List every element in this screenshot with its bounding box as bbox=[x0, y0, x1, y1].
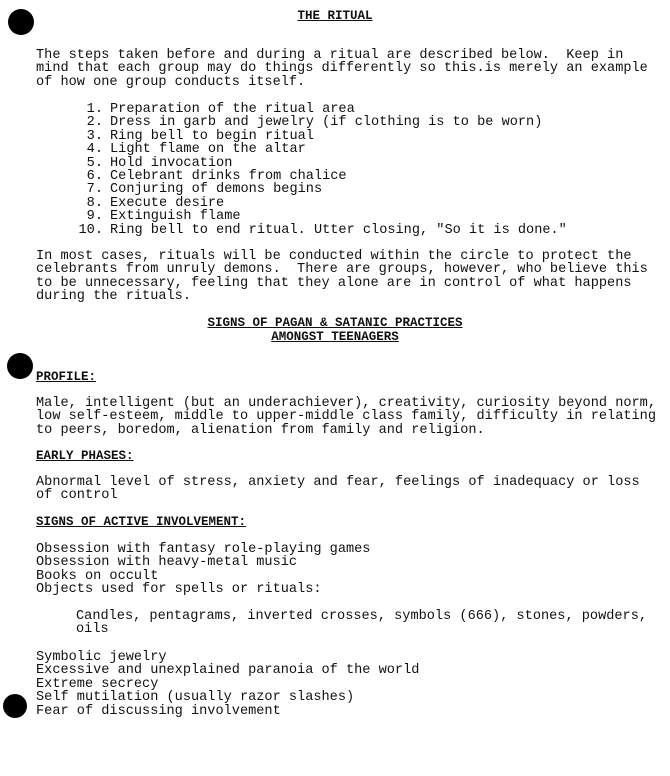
list-item: Excessive and unexplained paranoia of the world bbox=[36, 663, 420, 679]
list-item bbox=[36, 103, 656, 116]
active-signs-list-b bbox=[36, 651, 656, 718]
punch-hole-bottom bbox=[3, 694, 27, 718]
step-number: 1. bbox=[86, 102, 103, 117]
signs-title-line-2: AMONGST TEENAGERS bbox=[271, 330, 399, 344]
list-item bbox=[36, 157, 656, 170]
step-text: Conjuring of demons begins bbox=[110, 182, 323, 198]
step-number: 9. bbox=[86, 209, 103, 225]
list-item: Obsession with heavy-metal music bbox=[36, 555, 298, 571]
list-item: Symbolic jewelry bbox=[36, 650, 167, 665]
active-involvement-heading: SIGNS OF ACTIVE INVOLVEMENT: bbox=[36, 515, 247, 529]
step-number: 6. bbox=[86, 168, 103, 184]
list-item: Extreme secrecy bbox=[36, 676, 159, 692]
list-item: Books on occult bbox=[36, 568, 159, 584]
list-item bbox=[36, 143, 656, 156]
early-phases-text: Abnormal level of stress, anxiety and fear, feelings of inadequacy or loss of control bbox=[36, 475, 648, 504]
step-number: 7. bbox=[86, 182, 103, 198]
ritual-intro-paragraph: The steps taken before and during a ritual are described below. Keep in mind that each group may do things differently so this.is merely an example of how one group conducts itself. bbox=[36, 48, 656, 90]
list-item bbox=[36, 170, 656, 183]
ritual-title: THE RITUAL bbox=[297, 9, 373, 23]
punch-hole-middle bbox=[7, 353, 33, 379]
ritual-steps-list bbox=[36, 103, 656, 237]
profile-heading: PROFILE: bbox=[36, 370, 97, 384]
list-item bbox=[36, 197, 656, 210]
step-text: Dress in garb and jewelry (if clothing is to be worn) bbox=[110, 115, 543, 131]
step-text: Preparation of the ritual area bbox=[110, 102, 355, 117]
step-number: 2. bbox=[86, 115, 103, 131]
step-text: Celebrant drinks from chalice bbox=[110, 168, 347, 184]
list-item: Obsession with fantasy role-playing games bbox=[36, 542, 371, 557]
step-text: Ring bell to end ritual. Utter closing, "So it is done." bbox=[110, 222, 567, 238]
list-item bbox=[36, 224, 656, 237]
ritual-objects-text: Candles, pentagrams, inverted crosses, symbols (666), stones, powders, oils bbox=[76, 609, 648, 638]
list-item: Fear of discussing involvement bbox=[36, 703, 281, 719]
early-phases-heading: EARLY PHASES: bbox=[36, 449, 134, 463]
profile-text: Male, intelligent (but an underachiever), creativity, curiosity beyond norm, low self-esteem, middle to upper-middle class family, difficulty in relating to peers, boredom, alienation from family and religion. bbox=[36, 396, 665, 438]
step-number: 5. bbox=[86, 155, 103, 171]
step-number: 10. bbox=[78, 222, 103, 238]
step-text: Light flame on the altar bbox=[110, 142, 306, 158]
step-number: 3. bbox=[86, 128, 103, 144]
step-text: Hold invocation bbox=[110, 155, 233, 171]
step-number: 8. bbox=[86, 195, 103, 211]
step-text: Ring bell to begin ritual bbox=[110, 128, 314, 144]
list-item bbox=[36, 130, 656, 143]
list-item bbox=[36, 116, 656, 129]
list-item bbox=[36, 183, 656, 196]
active-signs-list-a bbox=[36, 543, 656, 597]
list-item: Self mutilation (usually razor slashes) bbox=[36, 690, 355, 706]
step-text: Extinguish flame bbox=[110, 209, 241, 225]
circle-paragraph: In most cases, rituals will be conducted within the circle to protect the celebrants from unruly demons. There are groups, however, who believe this to be unnecessary, feeling that they alone are in control of what happens during the rituals. bbox=[36, 249, 656, 305]
signs-title-line-1: SIGNS OF PAGAN & SATANIC PRACTICES bbox=[207, 316, 463, 330]
list-item bbox=[36, 210, 656, 223]
step-number: 4. bbox=[86, 142, 103, 158]
list-item: Objects used for spells or rituals: bbox=[36, 582, 322, 598]
step-text: Execute desire bbox=[110, 195, 225, 211]
